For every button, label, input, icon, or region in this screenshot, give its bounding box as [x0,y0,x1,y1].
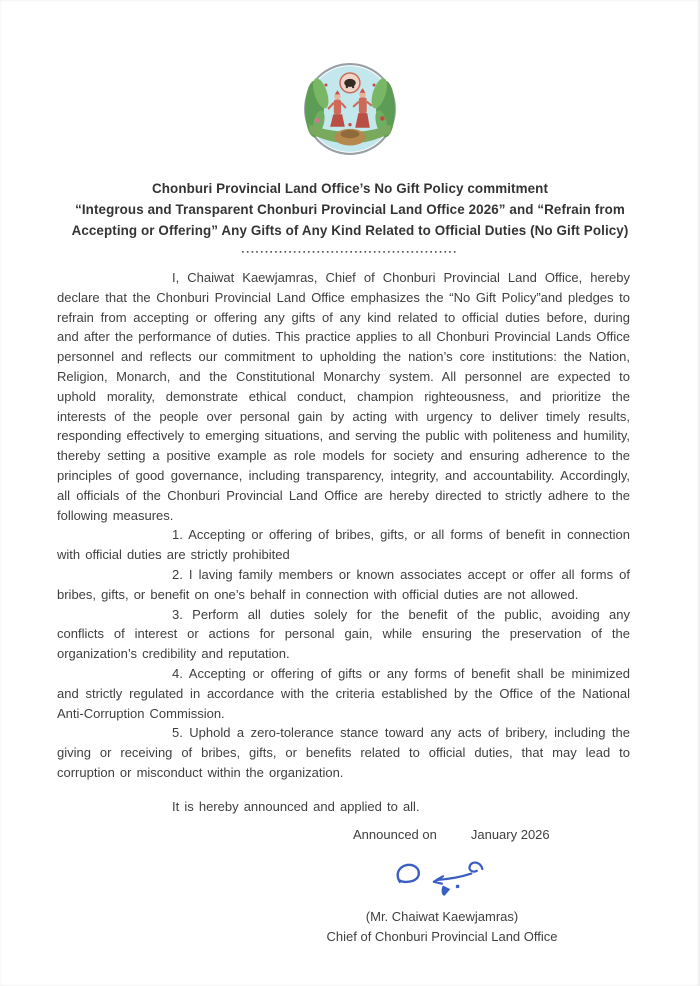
signature-block [292,857,592,947]
measure-item-4: 4. Accepting or offering of gifts or any forms of benefit shall be minimized and strictly regulated in accordance with the criteria established by the Office of the National Anti-Corruption Commission. [57,665,630,721]
measure-item-2: 2. I laving family members or known associates accept or offer all forms of bribes, gifts, or benefit on one’s behalf in connection with official duties are not allowed. [57,566,630,602]
announcement-date: January 2026 [470,826,550,842]
dotted-separator: ▪▪▪▪▪▪▪▪▪▪▪▪▪▪▪▪▪▪▪▪▪▪▪▪▪▪▪▪▪▪▪▪▪▪▪▪▪▪▪▪▪▪▪▪▪▪ [241,249,459,256]
document-body [57,268,630,817]
title-line-1: Chonburi Provincial Land Office’s No Gift Policy commitment [151,181,548,196]
signer-title: Chief of Chonburi Provincial Land Office [326,928,558,944]
announcement-date-line [57,825,630,845]
signer-name: (Mr. Chaiwat Kaewjamras) [365,908,519,924]
emblem-container [0,62,700,156]
handwritten-signature-icon [387,857,497,903]
announced-on-label: Announced on [353,826,437,842]
intro-paragraph: I, Chaiwat Kaewjamras, Chief of Chonburi Provincial Land Office, hereby declare that the Chonburi Provincial Land Office emphasizes the “No Gift Policy”and pledges to refrain from accepting or offering any gifts of any kind related to official duties before, during and after the performance of duties. This practice applies to all Chonburi Provincial Lands Office personnel and reflects our commitment to upholding the nation’s core institutions: the Nation, Religion, Monarch, and the Constitutional Monarchy system. All personnel are expected to uphold morality, demonstrate ethical conduct, champion righteousness, and prioritize the interests of the people over personal gain by acting with urgency to deliver timely results, responding effectively to emerging situations, and serving the public with politeness and humility, thereby setting a positive example as role models for society and ensuring adherence to the principles of good governance, including transparency, integrity, and accountability. Accordingly, all officials of the Chonburi Provincial Land Office are hereby directed to strictly adhere to the following measures. [57,270,630,523]
title-line-2: “Integrous and Transparent Chonburi Provincial Land Office 2026” and “Refrain from [75,202,625,217]
title-line-3: Accepting or Offering” Any Gifts of Any Kind Related to Official Duties (No Gift Policy) [71,223,629,238]
closing-line: It is hereby announced and applied to all. [172,798,420,814]
provincial-seal-emblem-icon [303,62,397,156]
measure-item-5: 5. Uphold a zero-tolerance stance toward any acts of bribery, including the giving or receiving of bribes, gifts, or benefits related to official duties, that may lead to corruption or misconduct within the organization. [57,725,630,780]
measure-item-1: 1. Accepting or offering of bribes, gifts, or all forms of benefit in connection with official duties are strictly prohibited [57,527,630,563]
measure-item-3: 3. Perform all duties solely for the benefit of the public, avoiding any conflicts of interest or actions for personal gain, while ensuring the preservation of the organization’s credibility and reputation. [57,606,630,662]
document-title [0,178,700,241]
